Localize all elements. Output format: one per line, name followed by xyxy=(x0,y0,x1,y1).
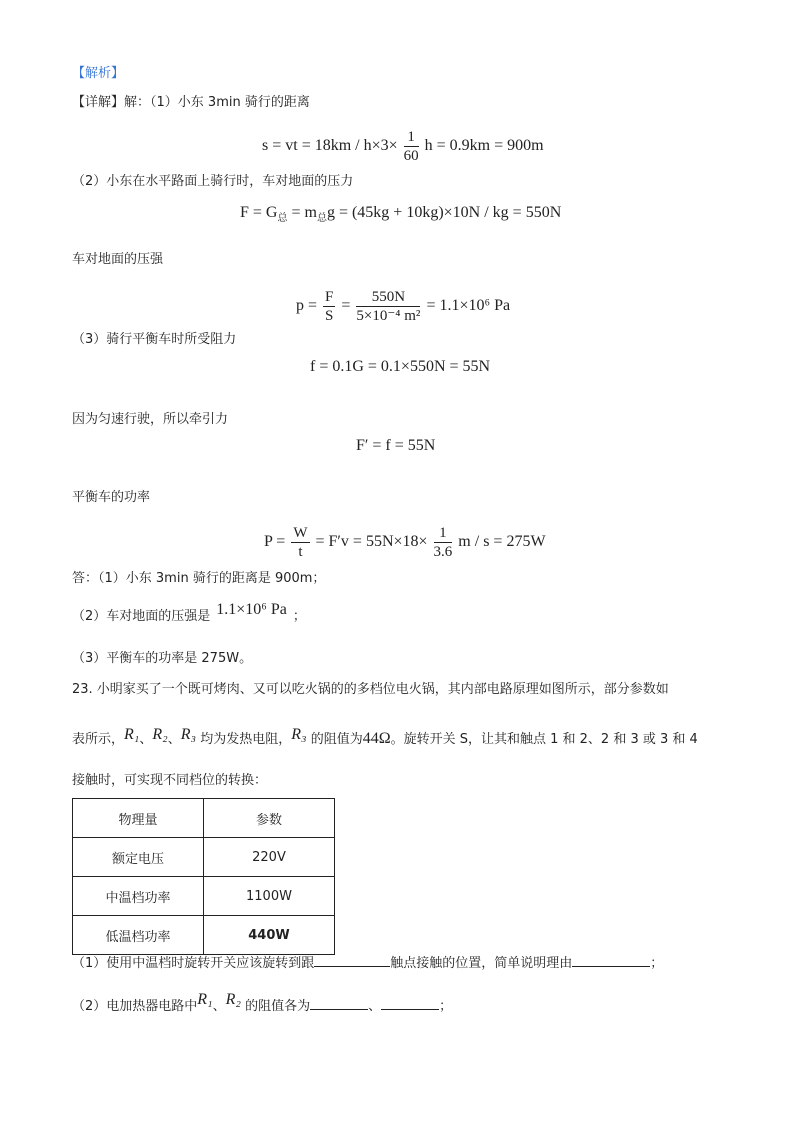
eq3-fraction1 xyxy=(323,288,335,325)
part1-intro: 解：（1）小东 3min 骑行的距离 xyxy=(124,95,310,110)
eq1-frac-num: 1 xyxy=(404,128,419,147)
r3-value: 44Ω xyxy=(362,730,391,747)
detail-line xyxy=(72,93,310,113)
q23-line2-prefix: 表所示， xyxy=(72,732,125,747)
eq6-frac2-den: 3.6 xyxy=(433,544,453,560)
part2-intro: （2）小东在水平路面上骑行时，车对地面的压力 xyxy=(72,174,354,189)
table-cell: 额定电压 xyxy=(73,838,204,877)
r3-symbol-2: R₃ xyxy=(291,726,307,743)
eq3-frac2-num: 550N xyxy=(356,288,420,307)
equation-distance xyxy=(262,128,544,165)
sub2-sep2: 、 xyxy=(368,999,382,1014)
table-header: 物理量 xyxy=(73,799,204,838)
eq3-lhs: p = xyxy=(296,297,318,315)
r1-symbol: R₁ xyxy=(124,726,140,743)
eq3-frac1-num: F xyxy=(325,289,334,305)
table-cell: 220V xyxy=(204,838,335,877)
part4-intro: （3）骑行平衡车时所受阻力 xyxy=(72,332,237,347)
sub2-prefix: （2）电加热器电路中 xyxy=(72,999,198,1014)
table-header-row xyxy=(73,799,335,838)
sub2-mid: 的阻值各为 xyxy=(240,999,311,1014)
answer-2-value: 1.1×10⁶ Pa xyxy=(216,601,287,618)
eq1-fraction xyxy=(404,128,419,165)
answer-2 xyxy=(72,601,306,627)
q23-sep1: 、 xyxy=(139,732,153,747)
eq3-frac1-den: S xyxy=(325,308,334,324)
part5-intro: 因为匀速行驶，所以牵引力 xyxy=(72,412,229,427)
eq6-frac1-den: t xyxy=(298,544,303,560)
q23-sub1 xyxy=(72,952,663,974)
sub2-sep: 、 xyxy=(212,999,226,1014)
table-cell: 440W xyxy=(204,916,335,955)
table-cell: 1100W xyxy=(204,877,335,916)
equation-force xyxy=(240,203,561,229)
answer-blank-r2[interactable] xyxy=(381,995,439,1010)
parameter-table xyxy=(72,798,335,955)
eq2-text: F = G xyxy=(240,204,278,221)
q23-line1: 23. 小明家买了一个既可烤肉、又可以吃火锅的的多档位电火锅，其内部电路原理如图所示，部分参数如 xyxy=(72,682,669,697)
eq2-mid: = m xyxy=(287,204,317,221)
q23-sub2 xyxy=(72,991,453,1017)
q23-line2-mid2: 的阻值为 xyxy=(306,732,363,747)
answer-1: 答：（1）小东 3min 骑行的距离是 900m； xyxy=(72,571,326,586)
eq2-rest: g = (45kg + 10kg)×10N / kg = 550N xyxy=(326,204,562,221)
eq6-mid: = F′v = 55N×18× xyxy=(315,533,428,551)
eq6-frac1-num: W xyxy=(293,525,308,541)
answer-blank-r1[interactable] xyxy=(310,995,368,1010)
table-row xyxy=(73,916,335,955)
sub1-mid: 触点接触的位置，简单说明理由 xyxy=(390,956,573,971)
eq2-sub2: 总 xyxy=(316,213,327,225)
equation-traction: F′ = f = 55N xyxy=(356,437,436,454)
eq6-rhs: m / s = 275W xyxy=(458,533,546,551)
eq3-eq: = xyxy=(341,297,351,315)
eq1-lhs: s = vt = 18km / h×3× xyxy=(262,137,398,155)
eq3-fraction2 xyxy=(356,288,420,325)
q23-line2-suffix: 。旋转开关 S，让其和触点 1 和 2、2 和 3 或 3 和 4 xyxy=(390,732,698,747)
table-row xyxy=(73,838,335,877)
equation-pressure xyxy=(296,288,510,325)
equation-power xyxy=(264,524,546,561)
eq1-frac-den: 60 xyxy=(403,148,419,164)
table-row xyxy=(73,877,335,916)
answer-2-prefix: （2）车对地面的压强是 xyxy=(72,609,211,624)
eq6-fraction1 xyxy=(291,524,309,561)
answer-2-suffix: ； xyxy=(292,609,306,624)
analysis-tag: 【解析】 xyxy=(72,66,125,81)
part6-intro: 平衡车的功率 xyxy=(72,490,151,505)
detail-label: 【详解】 xyxy=(72,95,125,110)
eq3-frac2-den: 5×10⁻⁴ m² xyxy=(356,308,421,324)
answer-3: （3）平衡车的功率是 275W。 xyxy=(72,651,253,666)
answer-blank-contacts[interactable] xyxy=(314,952,390,967)
answer-blank-reason[interactable] xyxy=(572,952,650,967)
sub1-prefix: （1）使用中温档时旋转开关应该旋转到跟 xyxy=(72,956,315,971)
table-cell: 低温档功率 xyxy=(73,916,204,955)
sub2-suffix: ； xyxy=(439,999,453,1014)
eq1-rhs: h = 0.9km = 900m xyxy=(424,137,544,155)
r2-symbol: R₂ xyxy=(152,726,168,743)
q23-sep2: 、 xyxy=(167,732,181,747)
table-cell: 中温档功率 xyxy=(73,877,204,916)
equation-friction: f = 0.1G = 0.1×550N = 55N xyxy=(310,358,491,375)
eq6-fraction2 xyxy=(434,524,453,561)
r3-symbol: R₃ xyxy=(180,726,197,743)
eq6-frac2-num: 1 xyxy=(434,524,453,543)
eq3-rhs: = 1.1×10⁶ Pa xyxy=(426,297,511,315)
eq2-sub1: 总 xyxy=(277,213,288,225)
sub2-r1-symbol: R₁ xyxy=(197,991,213,1008)
sub1-suffix: ； xyxy=(650,956,664,971)
q23-line3: 接触时，可实现不同档位的转换： xyxy=(72,773,268,788)
eq6-lhs: P = xyxy=(264,533,286,551)
part3-intro: 车对地面的压强 xyxy=(72,252,164,267)
q23-line2-mid: 均为发热电阻， xyxy=(196,732,292,747)
sub2-r2-symbol: R₂ xyxy=(225,991,241,1008)
q23-line2 xyxy=(72,726,698,750)
table-header: 参数 xyxy=(204,799,335,838)
